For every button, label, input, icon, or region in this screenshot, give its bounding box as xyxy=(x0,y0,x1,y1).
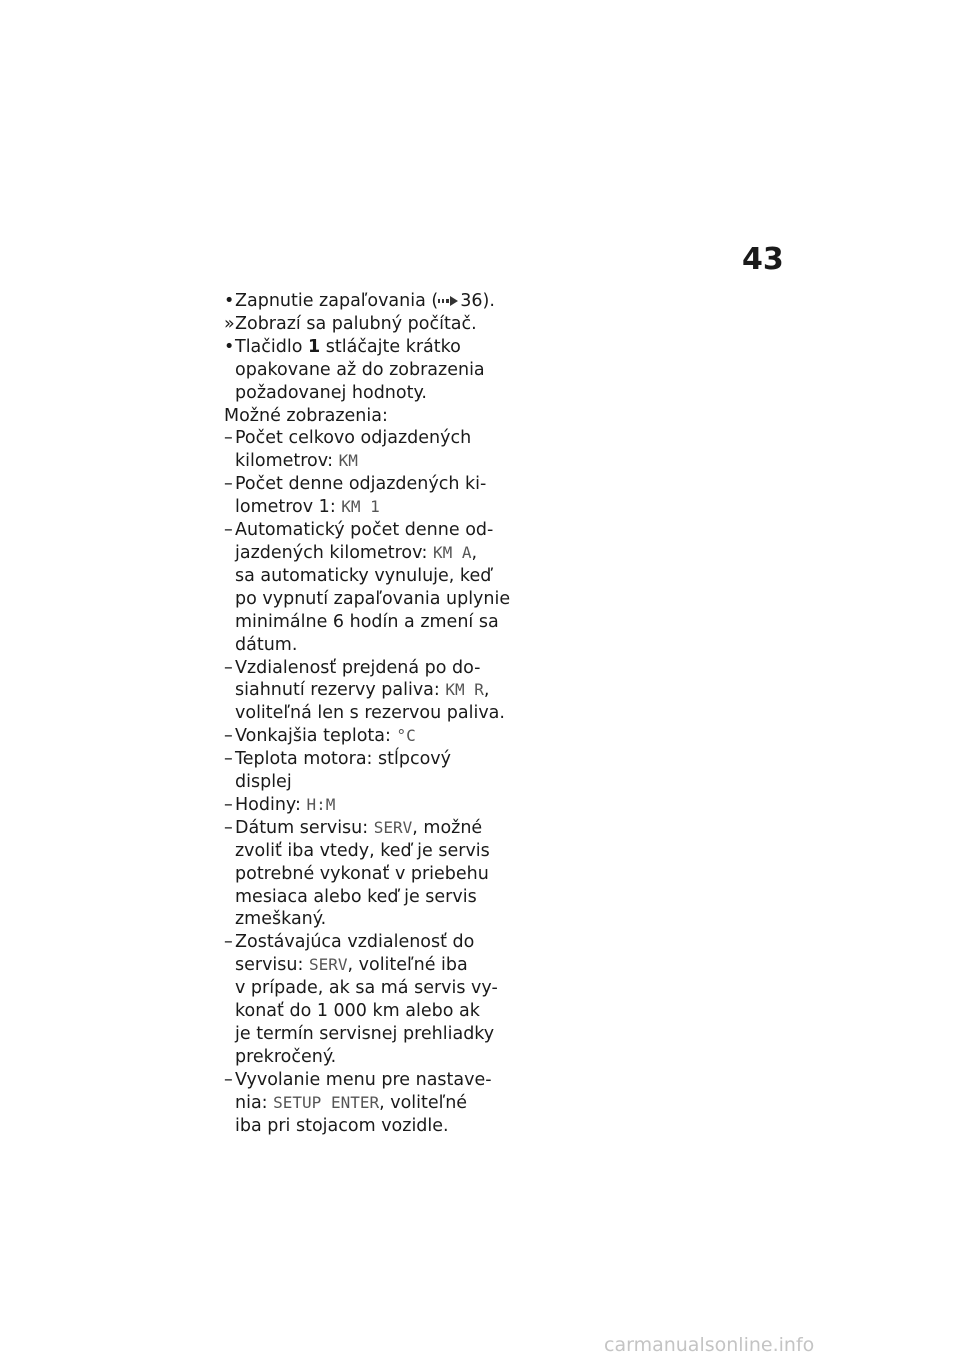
display-item: – Počet denne odjazdených ki- lometrov 1: KM 1 xyxy=(224,474,487,518)
button-number: 1 xyxy=(308,336,321,357)
display-code: SERV xyxy=(308,955,348,975)
step-button: • Tlačidlo 1 stláčajte krátko opakovane až do zobrazenia požadovanej hodnoty. xyxy=(224,336,485,403)
display-code: SERV xyxy=(373,817,413,837)
display-code: KM 1 xyxy=(341,497,380,517)
bullet-marker: • xyxy=(224,291,235,311)
page-reference-arrow-icon xyxy=(438,294,460,308)
display-item: – Automatický počet denne od- jazdených kilometrov: KM A, sa automaticky vynuluje, keď po vypnutí zapaľovania uplynie minimálne 6 hodín a zmení sa dátum. xyxy=(224,520,511,655)
display-item: – Hodiny: H:M xyxy=(224,794,336,815)
result-marker: » xyxy=(224,313,235,334)
result-computer: » Zobrazí sa palubný počítač. xyxy=(224,313,477,334)
step-ignition: • Zapnutie zapaľovania ( 36). xyxy=(224,291,495,311)
display-code: H:M xyxy=(306,794,336,814)
display-code: SETUP ENTER xyxy=(273,1092,380,1112)
display-item: – Teplota motora: stĺpcový displej xyxy=(224,749,451,793)
display-item: – Dátum servisu: SERV, možné zvoliť iba vtedy, keď je servis potrebné vykonať v priebehu mesiaca alebo keď je servis zmeškaný. xyxy=(224,817,490,930)
display-item: – Zostávajúca vzdialenosť do servisu: SERV, voliteľné iba v prípade, ak sa má servis vy- konať do 1 000 km alebo ak je termín servisnej prehliadky prekročený. xyxy=(224,932,498,1067)
display-item: – Vyvolanie menu pre nastave- nia: SETUP ENTER, voliteľné iba pri stojacom vozidle. xyxy=(224,1069,492,1136)
possible-displays-heading: Možné zobrazenia: xyxy=(224,405,388,426)
page-number: 43 xyxy=(742,242,784,277)
page-reference: 36 xyxy=(460,291,483,311)
display-code: KM xyxy=(338,451,358,471)
display-code: KM A xyxy=(433,542,472,562)
display-item: – Počet celkovo odjazdených kilometrov: KM xyxy=(224,428,472,472)
display-item: – Vzdialenosť prejdená po do- siahnutí rezervy paliva: KM R, voliteľná len s rezervou paliva. xyxy=(224,657,505,724)
display-code: °C xyxy=(396,726,416,746)
watermark[interactable]: carmanualsonline.info xyxy=(604,1334,815,1356)
bullet-marker: • xyxy=(224,336,235,357)
display-code: KM R xyxy=(445,680,484,700)
display-item: – Vonkajšia teplota: °C xyxy=(224,726,416,747)
manual-content xyxy=(224,290,514,1138)
